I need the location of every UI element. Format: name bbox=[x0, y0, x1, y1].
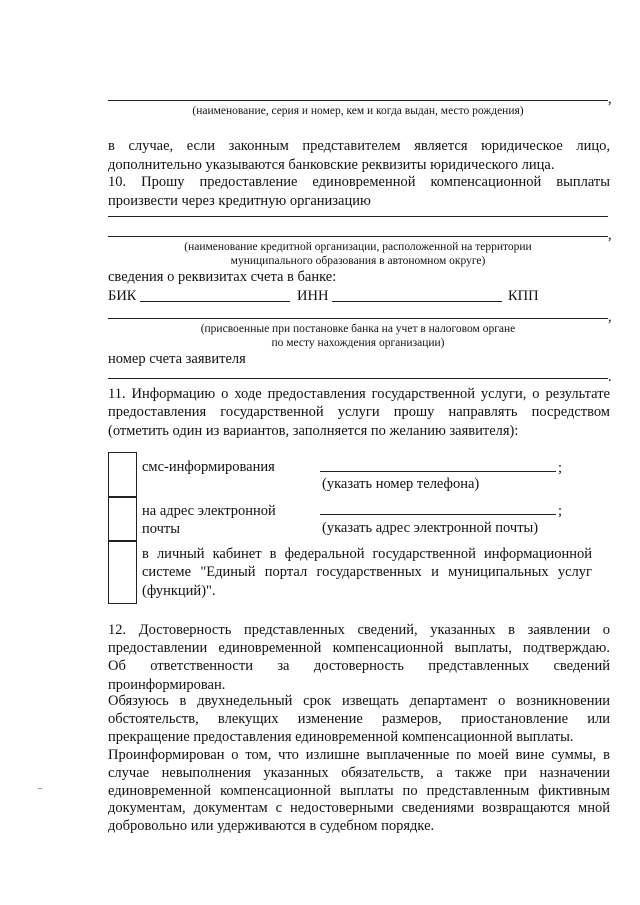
semicolon-mark: ; bbox=[558, 460, 563, 476]
item12-line-1: 12. Достоверность представленных сведений, указанных в заявлении о bbox=[108, 622, 610, 638]
comma-mark: , bbox=[608, 227, 612, 243]
tax-caption-2: по месту нахождения организации) bbox=[271, 337, 445, 349]
item12-line-4: проинформирован. bbox=[108, 677, 226, 693]
inn-label: ИНН bbox=[297, 288, 329, 304]
legal-rep-line-2: дополнительно указываются банковские реквизиты юридического лица. bbox=[108, 157, 555, 173]
account-details-heading: сведения о реквизитах счета в банке: bbox=[108, 269, 337, 285]
account-number-label: номер счета заявителя bbox=[108, 351, 246, 367]
period-mark: . bbox=[608, 369, 612, 385]
semicolon-mark: ; bbox=[558, 503, 563, 519]
inn-field[interactable] bbox=[332, 301, 502, 302]
email-option-label-1: на адрес электронной bbox=[142, 503, 276, 519]
account-number-field[interactable] bbox=[108, 378, 608, 379]
portal-option-line-1: в личный кабинет в федеральной государственной информационной bbox=[142, 546, 592, 562]
email-field[interactable] bbox=[320, 514, 556, 515]
item12-line-2: предоставлении единовременной компенсационной выплаты, подтверждаю. bbox=[108, 640, 610, 656]
item11-line-2: предоставления государственной услуги прошу направлять посредством bbox=[108, 404, 610, 420]
tax-caption-1: (присвоенные при постановке банка на учет в налоговом органе bbox=[200, 323, 516, 335]
item10-line-2: произвести через кредитную организацию bbox=[108, 193, 371, 209]
phone-hint: (указать номер телефона) bbox=[322, 476, 480, 492]
kpp-label: КПП bbox=[508, 288, 539, 304]
item10-line-1: 10. Прошу предоставление единовременной компенсационной выплаты bbox=[108, 174, 610, 190]
comma-mark: , bbox=[608, 91, 612, 107]
comma-mark: , bbox=[608, 309, 612, 325]
credit-org-caption-1: (наименование кредитной организации, расположенной на территории bbox=[184, 241, 532, 253]
kpp-fill-line[interactable] bbox=[108, 318, 608, 319]
credit-org-caption-2: муниципального образования в автономном округе) bbox=[230, 255, 486, 267]
item11-line-1: 11. Информацию о ходе предоставления государственной услуги, о результате bbox=[108, 386, 610, 402]
obligation-paragraph: Обязуюсь в двухнедельный срок извещать департамент о возникновении обстоятельств, влекущих изменение размеров, приостановление или прекращение предоставления единовременной компенсационной выплаты. bbox=[108, 693, 610, 745]
legal-rep-line-1: в случае, если законным представителем является юридическое лицо, bbox=[108, 138, 610, 154]
bik-label: БИК bbox=[108, 288, 137, 304]
portal-checkbox[interactable] bbox=[108, 540, 137, 604]
bik-field[interactable] bbox=[140, 301, 290, 302]
identity-doc-caption: (наименование, серия и номер, кем и когда выдан, место рождения) bbox=[192, 105, 524, 117]
portal-option-line-2: системе "Единый портал государственных и муниципальных услуг bbox=[142, 564, 592, 580]
sms-checkbox[interactable] bbox=[108, 452, 137, 498]
email-option-label-2: почты bbox=[142, 521, 181, 537]
phone-field[interactable] bbox=[320, 471, 556, 472]
email-checkbox[interactable] bbox=[108, 496, 137, 542]
sms-option-label: смс-информирования bbox=[142, 459, 275, 475]
portal-option-line-3: (функций)". bbox=[142, 583, 216, 599]
informed-paragraph: Проинформирован о том, что излишне выплаченные по моей вине суммы, в случае невыполнения указанных обязательств, а также при назначении единовременной компенсационной выплаты по представленным фиктивным документам, документам с недостоверными сведениями возвращаются мной добровольно или удерживаются в судебном порядке. bbox=[108, 747, 610, 835]
credit-org-fill-line-1[interactable] bbox=[108, 216, 608, 217]
credit-org-fill-line-2[interactable] bbox=[108, 236, 608, 237]
scan-speck bbox=[38, 788, 42, 789]
item12-line-3: Об ответственности за достоверность представленных сведений bbox=[108, 658, 610, 674]
identity-doc-fill-line[interactable] bbox=[108, 100, 608, 101]
email-hint: (указать адрес электронной почты) bbox=[322, 520, 539, 536]
item11-line-3: (отметить один из вариантов, заполняется по желанию заявителя): bbox=[108, 423, 519, 439]
